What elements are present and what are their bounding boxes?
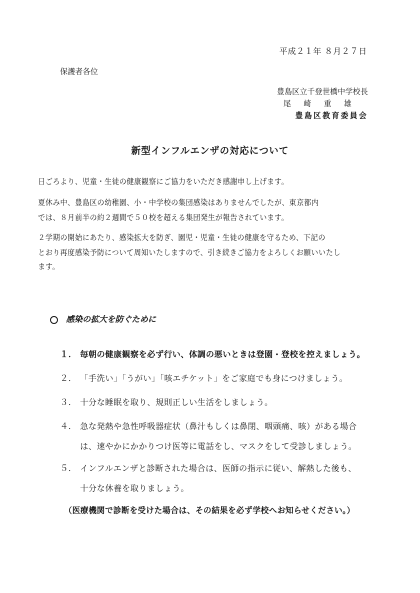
- circle-bullet-icon: [50, 316, 58, 324]
- document-title: 新型インフルエンザの対応について: [131, 146, 289, 157]
- paragraph-line: ２学期の開始にあたり、感染拡大を防ぎ、園児・児童・生徒の健康を守るため、下記の: [38, 233, 326, 242]
- list-item-5: [60, 463, 356, 474]
- sender-block: [277, 86, 368, 122]
- document-date: 平成２１年 ８月２７日: [279, 46, 367, 56]
- list-item-2: [60, 373, 348, 384]
- list-item-number: ２．: [60, 373, 77, 383]
- sender-name: 尾 崎 重 雄: [283, 99, 354, 108]
- list-item-text: インフルエンザと診断された場合は、医師の指示に従い、解熱した後も、: [80, 463, 357, 473]
- list-item-number: ４．: [60, 421, 77, 431]
- list-item-text: 急な発熱や急性呼吸器症状（鼻汁もしくは鼻閉、咽頭痛、咳）がある場合: [80, 421, 357, 431]
- list-item-number: １．: [60, 349, 77, 359]
- paragraph-greeting: [38, 175, 386, 190]
- section-heading: [50, 314, 156, 325]
- list-item-1: [60, 349, 365, 360]
- paragraph-request: [38, 231, 386, 275]
- closing-note: （医療機関で診断を受けた場合は、その結果を必ず学校へお知らせください。）: [64, 506, 355, 515]
- section-heading-text: 感染の拡大を防ぐために: [66, 314, 157, 324]
- paragraph-line: ます。: [38, 262, 60, 271]
- list-item-5-continuation: 十分な休養を取りましょう。: [80, 483, 190, 493]
- list-item-number: ３．: [60, 397, 77, 407]
- paragraph-line: 夏休み中、豊島区の幼稚園、小・中学校の集団感染はありませんでしたが、東京都内: [38, 198, 319, 207]
- list-item-4-continuation: は、速やかにかかりつけ医等に電話をし、マスクをして受診しましょう。: [80, 441, 357, 451]
- list-item-text: 十分な睡眠を取り、規則正しい生活をしましょう。: [80, 397, 273, 407]
- sender-school: 豊島区立千登世橋中学校長: [276, 87, 368, 96]
- list-item-number: ５．: [60, 463, 77, 473]
- sender-board: 豊島区教育委員会: [295, 111, 368, 120]
- list-item-text: 毎朝の健康観察を必ず行い、体調の悪いときは登園・登校を控えましょう。: [80, 349, 366, 359]
- list-item-4: [60, 421, 357, 432]
- list-item-text: 「手洗い」「うがい」「咳エチケット」をご家庭でも身につけましょう。: [80, 373, 348, 383]
- paragraph-line: 日ごろより、児童・生徒の健康観察にご協力をいただき感謝申し上げます。: [38, 177, 289, 186]
- paragraph-line: とおり再度感染予防について周知いたしますので、引き続きご協力をよろしくお願いいたし: [38, 247, 341, 257]
- paragraph-line: では、８月前半の約２週間で５０校を超える集団発生が報告されています。: [38, 212, 289, 222]
- paragraph-summer-report: [38, 196, 386, 225]
- list-item-3: [60, 397, 273, 408]
- recipient: 保護者各位: [60, 67, 98, 76]
